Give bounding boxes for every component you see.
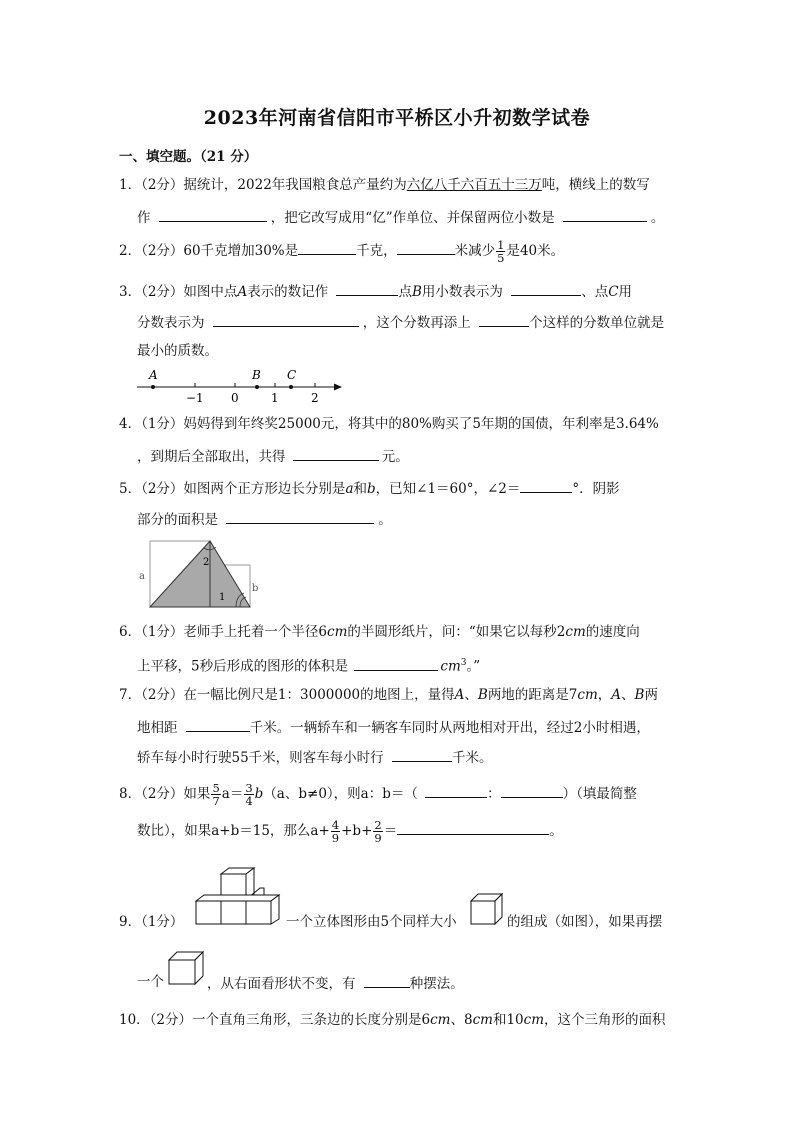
q5-blank-2[interactable]: [226, 508, 374, 524]
q9-cube-icon-2: [167, 950, 207, 986]
q9-line1-end: 的组成（如图），如果再摆: [507, 914, 663, 930]
q5-line2: 部分的面积是 。: [137, 508, 392, 530]
shaded-triangle: [150, 541, 250, 607]
q9-blank[interactable]: [364, 972, 410, 988]
q8-fraction-2-9: $\frac{2}{9}$: [374, 818, 382, 845]
q6-blank[interactable]: [354, 655, 438, 671]
q1-text: 1．（2分）据统计，2022年我国粮食总产量约为: [119, 177, 407, 193]
q4-line1: 4．（1分）妈妈得到年终奖25000元，将其中的80%购买了5年期的国债，年利率是3.64%: [119, 416, 659, 432]
q2-text: 2．（2分）60千克增加30%是: [119, 243, 299, 259]
q8-line1: 8．（2分）如果 $\frac{5}{7}$ a＝ $\frac{3}{4}$ b（a、b≠0），则a：b＝（ ： ）（填最简整: [119, 781, 637, 808]
q3-number-line: [135, 364, 350, 404]
q4-blank[interactable]: [293, 445, 379, 461]
q3-blank-1[interactable]: [336, 280, 398, 296]
q8-blank-3[interactable]: [397, 819, 549, 835]
q3-line3: 最小的质数。: [137, 343, 218, 359]
q2-line1: [119, 239, 564, 264]
q9-cube-icon-1: [469, 892, 505, 926]
label-a: A: [149, 368, 158, 382]
q7-blank-2[interactable]: [392, 746, 452, 762]
point-a: [151, 385, 155, 389]
q8-line2: 数比），如果a+b＝15，那么a+ $\frac{4}{9}$ +b+ $\frac{2}{9}$ ＝ 。: [137, 818, 563, 845]
number-line-arrow: [334, 384, 342, 391]
q5-figure: [135, 536, 265, 610]
cube-top-side: [246, 868, 254, 899]
q9-line2-end: ，从右面看形状不变，有 种摆法。: [207, 972, 464, 994]
q8-blank-2[interactable]: [501, 782, 563, 798]
q3-blank-4[interactable]: [479, 311, 529, 327]
cube-middle: [221, 901, 246, 924]
tick-label-1: 1: [271, 391, 279, 404]
q8-blank-1[interactable]: [425, 782, 487, 798]
q7-blank-1[interactable]: [186, 716, 250, 732]
label-angle-2: 2: [203, 557, 210, 568]
label-a: a: [139, 571, 145, 582]
q1-text: ，把它改写成用“亿”作单位、并保留两位小数是: [270, 210, 555, 226]
q2-blank-1[interactable]: [298, 239, 356, 255]
label-b: b: [252, 583, 259, 594]
q3-line2: 分数表示为 ，这个分数再添上 个这样的分数单位就是: [137, 311, 664, 333]
q1-blank-1[interactable]: [159, 206, 267, 222]
q7-line3: 轿车每小时行驶55千米，则客车每小时行 千米。: [137, 746, 492, 768]
tick-label-minus1: −1: [186, 391, 204, 404]
row-top-face: [196, 895, 279, 901]
cube-right: [246, 901, 271, 924]
q9-solid-figure: [194, 866, 286, 926]
q9-line2-start: 一个: [137, 974, 164, 990]
q1-underlined-number: 六亿八千六百五十三万: [406, 177, 542, 193]
q3-line1: 3．（2分）如图中点A表示的数记作 点B用小数表示为 、点C用: [119, 280, 632, 302]
q1-blank-2[interactable]: [563, 206, 647, 222]
q2-fraction: $\frac{1}{5}$: [497, 238, 505, 265]
q1-line2: [137, 206, 664, 228]
q3-blank-3[interactable]: [213, 311, 359, 327]
q1-text: 作: [137, 210, 151, 226]
label-b: B: [252, 368, 261, 382]
q9-prefix: 9．（1分）: [119, 914, 184, 930]
q3-blank-2[interactable]: [511, 280, 581, 296]
q2-text: 米减少: [454, 243, 496, 259]
cube-back-step: [254, 888, 264, 895]
q1-text-end: 吨，横线上的数写: [541, 177, 650, 193]
q5-blank-1[interactable]: [520, 477, 572, 493]
q6-line1: 6．（1分）老师手上托着一个半径6cm的半圆形纸片，问：“如果它以每秒2cm的速度向: [119, 624, 640, 640]
q5-line1: 5．（2分）如图两个正方形边长分别是a和b，已知∠1＝60°，∠2＝ °．阴影: [119, 477, 620, 499]
q7-line1: 7．（2分）在一幅比例尺是1：3000000的地图上，量得A、B两地的距离是7cm，A、B两: [119, 687, 658, 703]
q4-line2: ，到期后全部取出，共得 元。: [137, 445, 409, 467]
q8-fraction-5-7: $\frac{5}{7}$: [212, 781, 220, 808]
tick-label-2: 2: [311, 391, 319, 404]
point-c: [289, 385, 293, 389]
q7-line2: 地相距 千米。一辆轿车和一辆客车同时从两地相对开出，经过2小时相遇，: [137, 716, 650, 738]
q9-line1-text: 一个立体图形由5个同样大小: [286, 914, 457, 930]
q3-text: 3．（2分）如图中点: [119, 284, 238, 300]
tick-label-0: 0: [231, 391, 239, 404]
q1-text: 。: [650, 210, 665, 226]
label-c: C: [287, 368, 297, 382]
q8-fraction-4-9: $\frac{4}{9}$: [331, 818, 340, 845]
exam-title: 2023年河南省信阳市平桥区小升初数学试卷: [203, 107, 591, 129]
q1-line1: [119, 175, 650, 195]
section-heading: 一、填空题。（21 分）: [119, 149, 258, 165]
q2-blank-2[interactable]: [397, 239, 455, 255]
cube-left: [196, 901, 221, 924]
q10-line1: 10．（2分）一个直角三角形，三条边的长度分别是6cm、8cm和10cm，这个三角形的面积: [119, 1012, 666, 1028]
q8-fraction-3-4: $\frac{3}{4}$: [245, 781, 253, 808]
point-b: [255, 385, 259, 389]
q2-text: 是40米。: [506, 243, 565, 259]
label-angle-1: 1: [219, 592, 226, 603]
q6-line2: 上平移，5秒后形成的图形的体积是 $cm^3$。”: [137, 653, 480, 677]
q2-text: 千克，: [356, 243, 397, 259]
